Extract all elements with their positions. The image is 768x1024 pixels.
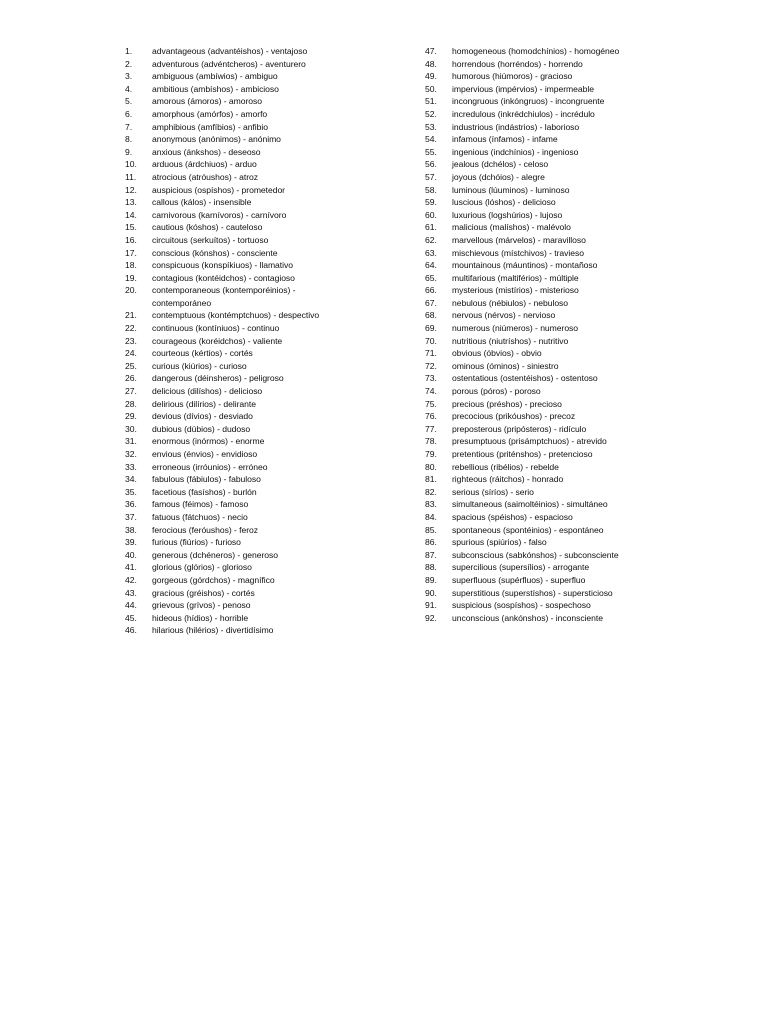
list-item — [425, 70, 645, 83]
item-text: malicious (malíshos) - malévolo — [452, 222, 571, 233]
list-item — [125, 347, 355, 360]
item-text: presumptuous (prisámptchuos) - atrevido — [452, 436, 607, 447]
list-item — [425, 221, 645, 234]
list-item — [125, 599, 355, 612]
item-number: 26. — [125, 373, 137, 384]
list-item — [425, 322, 645, 335]
item-text: ominous (óminos) - siniestro — [452, 360, 559, 371]
item-text: mountainous (máuntinos) - montañoso — [452, 260, 598, 271]
item-text: mysterious (mistírios) - misterioso — [452, 285, 579, 296]
item-text: gracious (gréishos) - cortés — [152, 587, 255, 598]
item-text: luscious (lóshos) - delicioso — [452, 197, 556, 208]
item-text: simultaneous (saimoltéinios) - simultáneo — [452, 499, 608, 510]
item-number: 86. — [425, 537, 437, 548]
list-item — [425, 549, 645, 562]
list-item — [425, 158, 645, 171]
list-item — [125, 398, 355, 411]
item-number: 89. — [425, 574, 437, 585]
list-item — [425, 360, 645, 373]
item-text: precocious (prikóushos) - precoz — [452, 411, 576, 422]
item-number: 38. — [125, 524, 137, 535]
item-number: 24. — [125, 348, 137, 359]
item-text: precious (préshos) - precioso — [452, 398, 562, 409]
item-text: dangerous (déinsheros) - peligroso — [152, 373, 284, 384]
item-text: fabulous (fábiulos) - fabuloso — [152, 474, 261, 485]
item-number: 1. — [125, 46, 133, 56]
item-text: infamous (ínfamos) - infame — [452, 134, 558, 145]
item-text: incongruous (inkóngruos) - incongruente — [452, 96, 605, 107]
item-text: enormous (inórmos) - enorme — [152, 436, 265, 447]
item-number: 54. — [425, 134, 437, 145]
item-text: joyous (dchóios) - alegre — [452, 171, 545, 182]
list-item — [125, 121, 355, 134]
item-number: 70. — [425, 335, 437, 346]
item-number: 35. — [125, 486, 137, 497]
item-number: 80. — [425, 461, 437, 472]
word-list-right-column — [425, 45, 645, 624]
item-number: 88. — [425, 562, 437, 573]
item-number: 81. — [425, 474, 437, 485]
list-item — [125, 108, 355, 121]
item-number: 3. — [125, 71, 133, 82]
item-number: 19. — [125, 272, 137, 283]
list-item — [425, 259, 645, 272]
item-number: 44. — [125, 600, 137, 611]
item-number: 79. — [425, 449, 437, 459]
item-number: 18. — [125, 260, 137, 271]
item-text: conspicuous (konspíkiuos) - llamativo — [152, 260, 293, 271]
item-text: ferocious (feróushos) - feroz — [152, 524, 259, 535]
item-text: auspicious (ospíshos) - prometedor — [152, 184, 285, 195]
item-text: spacious (spéishos) - espacioso — [452, 511, 573, 522]
item-number: 29. — [125, 411, 137, 422]
item-number: 53. — [425, 121, 437, 132]
item-text: circuitous (serkuítos) - tortuoso — [152, 234, 269, 245]
item-text: superfluous (supérfluos) - superfluo — [452, 574, 586, 585]
list-item — [125, 473, 355, 486]
item-text: fatuous (fátchuos) - necio — [152, 511, 248, 522]
item-number: 63. — [425, 247, 437, 258]
list-item — [125, 158, 355, 171]
list-item — [125, 612, 355, 625]
item-number: 59. — [425, 197, 437, 208]
list-item — [125, 574, 355, 587]
list-item — [425, 196, 645, 209]
list-item — [125, 133, 355, 146]
list-item — [425, 247, 645, 260]
item-text: obvious (óbvios) - obvio — [452, 348, 542, 359]
item-text: erroneous (irróunios) - erróneo — [152, 461, 268, 472]
item-text: luminous (lúuminos) - luminoso — [452, 184, 570, 195]
item-number: 8. — [125, 134, 133, 145]
item-text: ambiguous (ambíwios) - ambiguo — [152, 71, 278, 82]
item-text: industrious (indástrios) - laborioso — [452, 121, 580, 132]
item-text: preposterous (pripósteros) - ridículo — [452, 423, 587, 434]
item-number: 23. — [125, 335, 137, 346]
item-text: humorous (hiúmoros) - gracioso — [452, 71, 573, 82]
item-text: generous (dchéneros) - generoso — [152, 549, 279, 560]
list-item — [425, 486, 645, 499]
item-number: 68. — [425, 310, 437, 321]
list-item — [125, 209, 355, 222]
item-text: hideous (hídios) - horrible — [152, 612, 249, 623]
item-text: arduous (árdchiuos) - arduo — [152, 159, 257, 170]
list-item — [425, 473, 645, 486]
item-number: 27. — [125, 386, 137, 397]
list-item — [125, 45, 355, 58]
item-number: 22. — [125, 323, 137, 334]
item-number: 47. — [425, 46, 437, 56]
item-number: 45. — [125, 612, 137, 623]
item-number: 57. — [425, 171, 437, 182]
item-text: numerous (niúmeros) - numeroso — [452, 323, 579, 334]
item-number: 55. — [425, 146, 437, 157]
item-number: 52. — [425, 108, 437, 119]
list-item — [125, 259, 355, 272]
item-number: 34. — [125, 474, 137, 485]
item-number: 64. — [425, 260, 437, 271]
item-number: 10. — [125, 159, 137, 170]
item-number: 82. — [425, 486, 437, 497]
list-item — [125, 549, 355, 562]
item-number: 14. — [125, 209, 137, 220]
item-text: marvellous (márvelos) - maravilloso — [452, 234, 586, 245]
list-item — [125, 486, 355, 499]
item-number: 16. — [125, 234, 137, 245]
item-number: 77. — [425, 423, 437, 434]
item-text: jealous (dchélos) - celoso — [452, 159, 549, 170]
item-text: unconscious (ankónshos) - inconsciente — [452, 612, 603, 623]
item-text: horrendous (horréndos) - horrendo — [452, 58, 583, 69]
item-number: 4. — [125, 83, 133, 94]
item-number: 41. — [125, 562, 137, 573]
list-item — [125, 498, 355, 511]
item-number: 37. — [125, 511, 137, 522]
list-item — [125, 360, 355, 373]
list-item — [125, 511, 355, 524]
item-number: 66. — [425, 285, 437, 296]
list-item — [425, 435, 645, 448]
list-item — [125, 335, 355, 348]
list-item — [125, 221, 355, 234]
item-number: 2. — [125, 58, 133, 69]
item-number: 17. — [125, 247, 137, 258]
item-text: facetious (fasíshos) - burlón — [152, 486, 257, 497]
item-number: 61. — [425, 222, 437, 233]
item-text: contagious (kontéidchos) - contagioso — [152, 272, 295, 283]
list-item — [425, 423, 645, 436]
item-text: superstitious (superstíshos) - supersticioso — [452, 587, 613, 598]
item-number: 60. — [425, 209, 437, 220]
item-text: callous (kálos) - insensible — [152, 197, 252, 208]
item-number: 13. — [125, 197, 137, 208]
item-text: amorous (ámoros) - amoroso — [152, 96, 262, 107]
item-text: courteous (kértios) - cortés — [152, 348, 253, 359]
item-text: delicious (dilíshos) - delicioso — [152, 386, 263, 397]
list-item — [425, 561, 645, 574]
item-number: 87. — [425, 549, 437, 560]
item-number: 69. — [425, 323, 437, 334]
item-text: anxious (ánkshos) - deseoso — [152, 146, 261, 157]
item-number: 62. — [425, 234, 437, 245]
list-item — [425, 574, 645, 587]
list-item — [425, 171, 645, 184]
item-text: homogeneous (homodchínios) - homogéneo — [452, 46, 620, 56]
list-item — [425, 108, 645, 121]
item-number: 5. — [125, 96, 133, 107]
list-item — [125, 423, 355, 436]
list-item — [425, 133, 645, 146]
list-item — [125, 448, 355, 461]
list-item — [425, 234, 645, 247]
list-item — [125, 461, 355, 474]
list-item — [425, 398, 645, 411]
item-number: 67. — [425, 297, 437, 308]
item-number: 32. — [125, 449, 137, 459]
item-text: famous (féimos) - famoso — [152, 499, 249, 510]
list-item — [125, 171, 355, 184]
item-number: 36. — [125, 499, 137, 510]
list-item — [125, 234, 355, 247]
item-text: dubious (dúbios) - dudoso — [152, 423, 251, 434]
list-item — [425, 45, 645, 58]
item-number: 9. — [125, 146, 133, 157]
item-number: 90. — [425, 587, 437, 598]
item-number: 12. — [125, 184, 137, 195]
item-number: 11. — [125, 171, 137, 182]
item-number: 15. — [125, 222, 137, 233]
list-item — [425, 498, 645, 511]
item-text: contemptuous (kontémptchuos) - despectivo — [152, 310, 320, 321]
list-item — [125, 284, 355, 309]
item-number: 46. — [125, 625, 137, 636]
list-item — [125, 184, 355, 197]
item-text: envious (énvios) - envidioso — [152, 449, 258, 459]
item-text: pretentious (priténshos) - pretencioso — [452, 449, 593, 459]
item-text: righteous (ráitchos) - honrado — [452, 474, 564, 485]
item-text: subconscious (sabkónshos) - subconsciente — [452, 549, 619, 560]
item-number: 20. — [125, 285, 137, 296]
list-item — [425, 385, 645, 398]
item-text: devious (dívios) - desviado — [152, 411, 253, 422]
item-text: ostentatious (ostentéishos) - ostentoso — [452, 373, 598, 384]
item-number: 78. — [425, 436, 437, 447]
list-item — [125, 624, 355, 637]
list-item — [125, 146, 355, 159]
item-text: spontaneous (spontéinios) - espontáneo — [452, 524, 604, 535]
list-item — [125, 58, 355, 71]
item-text: grievous (grívos) - penoso — [152, 600, 251, 611]
item-text: porous (póros) - poroso — [452, 386, 541, 397]
list-item — [425, 284, 645, 297]
item-text: hilarious (hilérios) - divertidísimo — [152, 625, 274, 636]
list-item — [425, 121, 645, 134]
item-text: curious (kiúrios) - curioso — [152, 360, 247, 371]
item-text: serious (síríos) - serio — [452, 486, 534, 497]
list-item — [425, 184, 645, 197]
item-number: 25. — [125, 360, 137, 371]
item-text: spurious (spiúrios) - falso — [452, 537, 547, 548]
list-item — [125, 83, 355, 96]
item-text: gorgeous (górdchos) - magnífico — [152, 574, 275, 585]
list-item — [125, 372, 355, 385]
item-text: atrocious (atróushos) - atroz — [152, 171, 259, 182]
list-item — [125, 95, 355, 108]
item-text: continuous (kontíniuos) - continuo — [152, 323, 280, 334]
item-text: furious (fiúrios) - furioso — [152, 537, 241, 548]
item-number: 7. — [125, 121, 133, 132]
list-item — [425, 612, 645, 625]
item-text: nervous (nérvos) - nervioso — [452, 310, 556, 321]
item-text: amorphous (amórfos) - amorfo — [152, 108, 268, 119]
list-item — [125, 587, 355, 600]
item-text: luxurious (logshúrios) - lujoso — [452, 209, 563, 220]
item-number: 49. — [425, 71, 437, 82]
item-text: glorious (glórios) - glorioso — [152, 562, 252, 573]
item-number: 50. — [425, 83, 437, 94]
item-text: conscious (kónshos) - consciente — [152, 247, 278, 258]
item-number: 71. — [425, 348, 437, 359]
item-text: anonymous (anónimos) - anónimo — [152, 134, 281, 145]
list-item — [425, 58, 645, 71]
item-number: 51. — [425, 96, 437, 107]
list-item — [425, 209, 645, 222]
item-number: 58. — [425, 184, 437, 195]
item-number: 6. — [125, 108, 133, 119]
item-text: multifarious (maltiférios) - múltiple — [452, 272, 579, 283]
item-number: 75. — [425, 398, 437, 409]
item-number: 33. — [125, 461, 137, 472]
list-item — [425, 372, 645, 385]
list-item — [425, 587, 645, 600]
item-text: rebellious (ribélios) - rebelde — [452, 461, 559, 472]
item-text: supercilious (supersílios) - arrogante — [452, 562, 590, 573]
item-text: impervious (impérvios) - impermeable — [452, 83, 594, 94]
list-item — [425, 461, 645, 474]
list-item — [125, 70, 355, 83]
item-text: ambitious (ambíshos) - ambicioso — [152, 83, 279, 94]
item-number: 21. — [125, 310, 137, 321]
item-text: courageous (koréidchos) - valiente — [152, 335, 283, 346]
item-number: 65. — [425, 272, 437, 283]
list-item — [125, 410, 355, 423]
list-item — [125, 536, 355, 549]
list-item — [425, 511, 645, 524]
list-item — [425, 146, 645, 159]
item-text: contemporaneous (kontemporéinios) - contemporáneo — [152, 285, 296, 308]
item-number: 56. — [425, 159, 437, 170]
item-number: 42. — [125, 574, 137, 585]
item-text: cautious (kóshos) - cauteloso — [152, 222, 263, 233]
list-item — [425, 297, 645, 310]
item-number: 72. — [425, 360, 437, 371]
item-number: 30. — [125, 423, 137, 434]
item-number: 85. — [425, 524, 437, 535]
list-item — [125, 309, 355, 322]
list-item — [125, 385, 355, 398]
list-item — [125, 435, 355, 448]
item-text: advantageous (advantéishos) - ventajoso — [152, 46, 308, 56]
list-item — [125, 524, 355, 537]
list-item — [425, 335, 645, 348]
item-text: incredulous (inkrédchiulos) - incrédulo — [452, 108, 595, 119]
item-number: 74. — [425, 386, 437, 397]
list-item — [425, 272, 645, 285]
item-text: amphibious (amfíbios) - anfibio — [152, 121, 268, 132]
item-number: 91. — [425, 600, 437, 611]
list-item — [425, 309, 645, 322]
item-text: mischievous (místchivos) - travieso — [452, 247, 584, 258]
item-number: 76. — [425, 411, 437, 422]
item-text: nutritious (niutríshos) - nutritivo — [452, 335, 569, 346]
word-list-left-column — [125, 45, 355, 637]
item-text: adventurous (advéntcheros) - aventurero — [152, 58, 306, 69]
list-item — [425, 524, 645, 537]
list-item — [425, 95, 645, 108]
item-number: 31. — [125, 436, 137, 447]
list-item — [125, 272, 355, 285]
item-text: delirious (dilírios) - delirante — [152, 398, 256, 409]
item-number: 28. — [125, 398, 137, 409]
item-text: ingenious (indchínios) - ingenioso — [452, 146, 579, 157]
item-number: 48. — [425, 58, 437, 69]
item-text: carnivorous (karnívoros) - carnívoro — [152, 209, 287, 220]
item-number: 83. — [425, 499, 437, 510]
list-item — [125, 322, 355, 335]
item-number: 92. — [425, 612, 437, 623]
list-item — [125, 561, 355, 574]
list-item — [425, 83, 645, 96]
list-item — [425, 347, 645, 360]
item-text: suspicious (sospíshos) - sospechoso — [452, 600, 591, 611]
item-number: 43. — [125, 587, 137, 598]
item-number: 40. — [125, 549, 137, 560]
list-item — [425, 410, 645, 423]
list-item — [425, 599, 645, 612]
item-number: 84. — [425, 511, 437, 522]
item-number: 73. — [425, 373, 437, 384]
item-number: 39. — [125, 537, 137, 548]
list-item — [425, 536, 645, 549]
list-item — [125, 247, 355, 260]
list-item — [125, 196, 355, 209]
item-text: nebulous (nébiulos) - nebuloso — [452, 297, 569, 308]
list-item — [425, 448, 645, 461]
